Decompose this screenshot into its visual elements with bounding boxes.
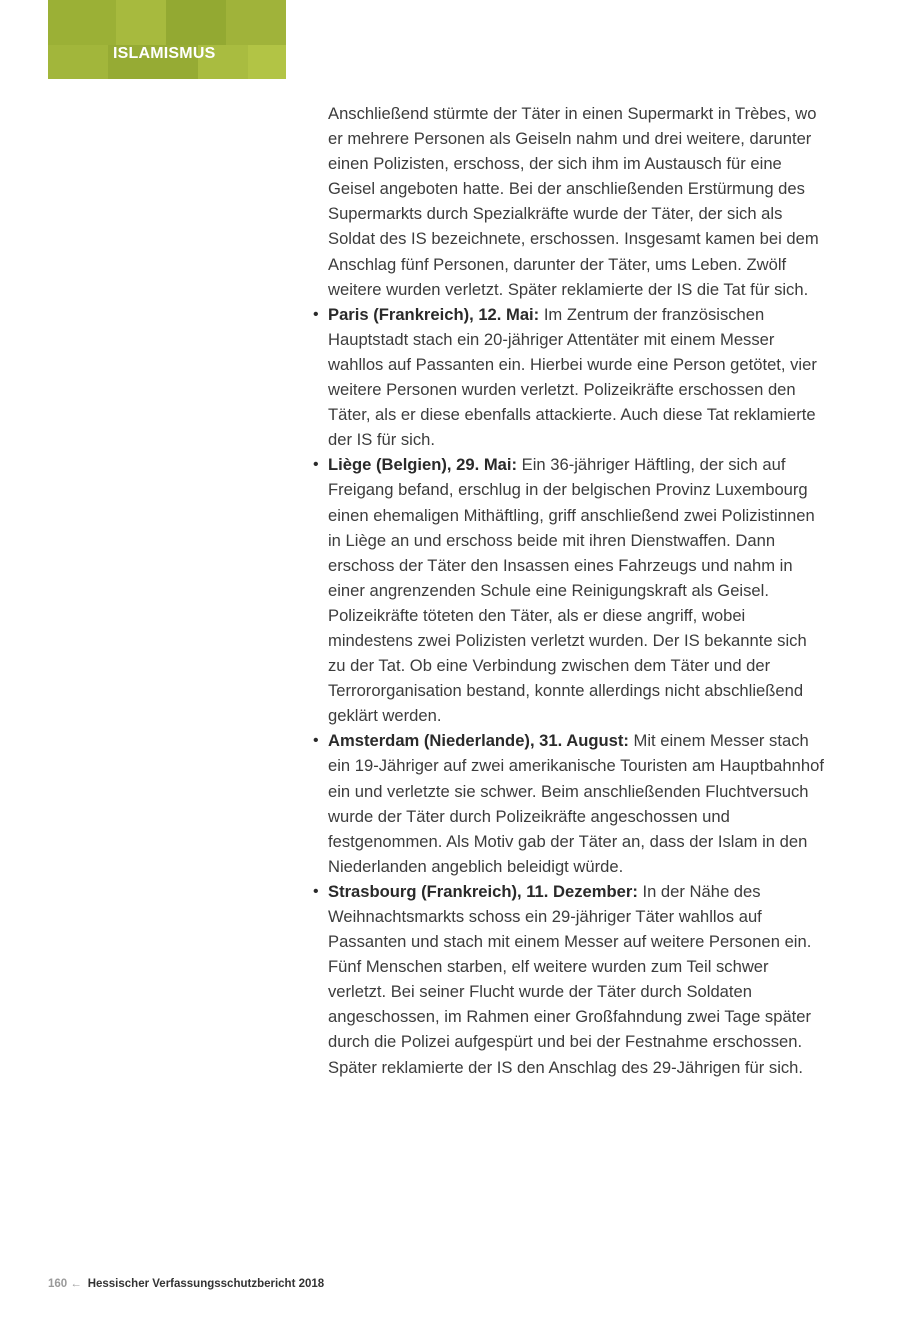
incident-heading: Strasbourg (Frankreich), 11. Dezember: xyxy=(328,881,638,901)
intro-paragraph: Anschließend stürmte der Täter in einen Supermarkt in Trèbes, wo er mehrere Personen als Geiseln nahm und drei weitere, darunter einen Polizisten, erschoss, der sich ihm im Austausch für eine Geisel angeboten hatte. Bei der anschließenden Erstürmung des Supermarkts durch Spezialkräfte wurde der Täter, der sich als Soldat des IS bezeichnete, erschossen. Insgesamt kamen bei dem Anschlag fünf Personen, darunter der Täter, ums Leben. Zwölf weitere wurden verletzt. Später reklamierte der IS die Tat für sich. xyxy=(328,104,819,299)
header-tile xyxy=(48,45,108,79)
main-content xyxy=(313,101,828,1080)
page-footer xyxy=(48,1278,324,1290)
incident-text: Im Zentrum der französischen Hauptstadt stach ein 20-jähriger Attentäter mit einem Messer wahllos auf Passanten ein. Hierbei wurde eine Person getötet, vier weitere Personen wurden verletzt. Polizeikräfte erschossen den Täter, als er diese ebenfalls attackierte. Auch diese Tat reklamierte der IS für sich. xyxy=(328,304,817,450)
list-item xyxy=(313,879,828,1080)
bullet-icon: • xyxy=(313,732,319,750)
bullet-icon: • xyxy=(313,882,319,900)
arrow-left-icon: ← xyxy=(70,1278,82,1290)
header-tile xyxy=(226,0,286,45)
incident-heading: Paris (Frankreich), 12. Mai: xyxy=(328,304,540,324)
page-number: 160 xyxy=(48,1278,68,1290)
bullet-icon: • xyxy=(313,305,319,323)
header-tile xyxy=(248,45,286,79)
incident-list xyxy=(313,302,828,1080)
header-tile xyxy=(116,0,166,45)
header-tile xyxy=(48,0,116,45)
list-item xyxy=(313,452,828,728)
header-tile xyxy=(166,0,226,45)
list-item xyxy=(313,728,828,879)
document-title: Hessischer Verfassungsschutzbericht 2018 xyxy=(87,1278,325,1290)
incident-text: Ein 36-jähriger Häftling, der sich auf Freigang befand, erschlug in der belgischen Provinz Luxembourg einen ehemaligen Mithäftling, griff anschließend zwei Polizistinnen in Liège an und erschoss beide mit ihren Dienstwaffen. Dann erschoss der Täter den Insassen eines Fahrzeugs und nahm in einer angrenzenden Schule eine Reinigungskraft als Geisel. Polizeikräfte töteten den Täter, als er diese angriff, wobei mindestens zwei Polizisten verletzt wurden. Der IS bekannte sich zu der Tat. Ob eine Verbindung zwischen dem Täter und der Terrororganisation bestand, konnte allerdings nicht abschließend geklärt werden. xyxy=(328,455,815,726)
incident-heading: Liège (Belgien), 29. Mai: xyxy=(328,455,518,475)
bullet-icon: • xyxy=(313,456,319,474)
list-item xyxy=(313,302,828,453)
incident-text: Mit einem Messer stach ein 19-Jähriger auf zwei amerikanische Touristen am Hauptbahnhof ein und verletzte sie schwer. Beim anschließenden Fluchtversuch wurde der Täter durch Polizeikräfte angeschossen und festgenommen. Als Motiv gab der Täter an, dass der Islam in den Niederlanden angeblich beleidigt würde. xyxy=(328,731,824,876)
incident-heading: Amsterdam (Niederlande), 31. August: xyxy=(328,731,629,751)
section-header xyxy=(48,0,286,79)
incident-text: In der Nähe des Weihnachtsmarkts schoss ein 29-jähriger Täter wahllos auf Passanten und stach mit einem Messer auf weitere Personen ein. Fünf Menschen starben, elf weitere wurden zum Teil schwer verletzt. Bei seiner Flucht wurde der Täter durch Soldaten angeschossen, im Rahmen einer Großfahndung zwei Tage später durch die Polizei aufgespürt und bei der Festnahme erschossen. Später reklamierte der IS den Anschlag des 29-Jährigen für sich. xyxy=(328,881,812,1077)
section-title: ISLAMISMUS xyxy=(113,45,216,62)
